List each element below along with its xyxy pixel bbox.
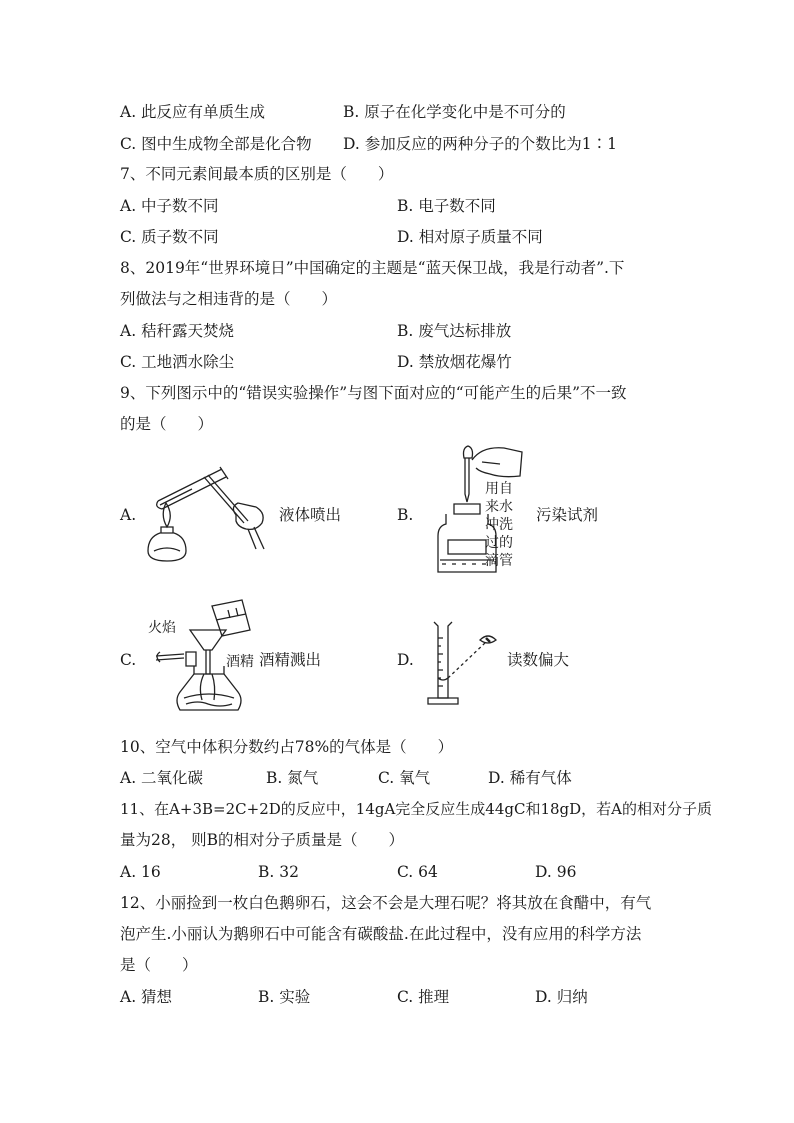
q9-d-letter: D. (397, 651, 414, 669)
q12-option-c: C. 推理 (397, 988, 450, 1006)
q8-option-d: D. 禁放烟花爆竹 (397, 353, 512, 371)
q9-stem-line2: 的是（ ） (120, 415, 214, 433)
graduated-cylinder-figure (424, 618, 506, 710)
q7-option-b: B. 电子数不同 (397, 197, 496, 215)
q9-b-annotation-3: 冲洗 (485, 517, 513, 533)
q8-option-a: A. 秸秆露天焚烧 (120, 322, 235, 340)
q10-option-b: B. 氮气 (266, 769, 319, 787)
q9-c-letter: C. (120, 651, 137, 669)
q11-option-d: D. 96 (535, 863, 577, 881)
q8-option-b: B. 废气达标排放 (397, 322, 512, 340)
q9-a-caption: 液体喷出 (279, 506, 342, 524)
q9-c-caption: 酒精溅出 (259, 651, 322, 669)
q9-a-letter: A. (120, 506, 137, 524)
q9-b-caption: 污染试剂 (536, 506, 599, 524)
q9-b-annotation-4: 过的 (485, 535, 513, 551)
q7-stem: 7、不同元素间最本质的区别是（ ） (120, 165, 394, 183)
q9-c-flame-label: 火焰 (148, 620, 176, 636)
q12-stem-line1: 12、小丽捡到一枚白色鹅卵石，这会不会是大理石呢？将其放在食醋中，有气 (120, 894, 652, 912)
q8-stem-line2: 列做法与之相违背的是（ ） (120, 290, 338, 308)
q12-option-b: B. 实验 (258, 988, 311, 1006)
q9-b-annotation-5: 滴管 (485, 553, 513, 569)
q9-c-alcohol-label: 酒精 (226, 654, 254, 670)
q12-stem-line2: 泡产生.小丽认为鹅卵石中可能含有碳酸盐.在此过程中，没有应用的科学方法 (120, 925, 642, 943)
q12-stem-line3: 是（ ） (120, 956, 198, 974)
q12-option-a: A. 猜想 (120, 988, 173, 1006)
q10-option-d: D. 稀有气体 (488, 769, 572, 787)
q6-option-d: D. 参加反应的两种分子的个数比为1∶1 (343, 135, 617, 153)
q9-b-annotation-2: 来水 (485, 499, 513, 515)
q9-b-letter: B. (397, 506, 414, 524)
q7-option-c: C. 质子数不同 (120, 228, 219, 246)
q11-stem-line2: 量为28， 则B的相对分子质量是（ ） (120, 831, 405, 849)
q11-stem-line1: 11、在A+3B=2C+2D的反应中，14gA完全反应生成44gC和18gD，若A的相对分子质 (120, 800, 713, 818)
q8-option-c: C. 工地洒水除尘 (120, 353, 235, 371)
q6-option-c: C. 图中生成物全部是化合物 (120, 135, 312, 153)
q9-b-annotation-1: 用自 (485, 481, 513, 497)
q9-d-caption: 读数偏大 (507, 651, 570, 669)
q10-stem: 10、空气中体积分数约占78%的气体是（ ） (120, 738, 454, 756)
q7-option-a: A. 中子数不同 (120, 197, 219, 215)
heating-test-tube-figure (144, 455, 274, 570)
q12-option-d: D. 归纳 (535, 988, 588, 1006)
q7-option-d: D. 相对原子质量不同 (397, 228, 543, 246)
q6-option-b: B. 原子在化学变化中是不可分的 (343, 103, 566, 121)
q11-option-c: C. 64 (397, 863, 438, 881)
q10-option-c: C. 氧气 (378, 769, 431, 787)
q11-option-b: B. 32 (258, 863, 299, 881)
q8-stem-line1: 8、2019年“世界环境日”中国确定的主题是“蓝天保卫战，我是行动者”.下 (120, 259, 625, 277)
q9-stem-line1: 9、下列图示中的“错误实验操作”与图下面对应的“可能产生的后果”不一致 (120, 384, 627, 402)
q11-option-a: A. 16 (120, 863, 161, 881)
q10-option-a: A. 二氧化碳 (120, 769, 204, 787)
q6-option-a: A. 此反应有单质生成 (120, 103, 266, 121)
alcohol-lamp-funnel-figure (150, 600, 262, 722)
